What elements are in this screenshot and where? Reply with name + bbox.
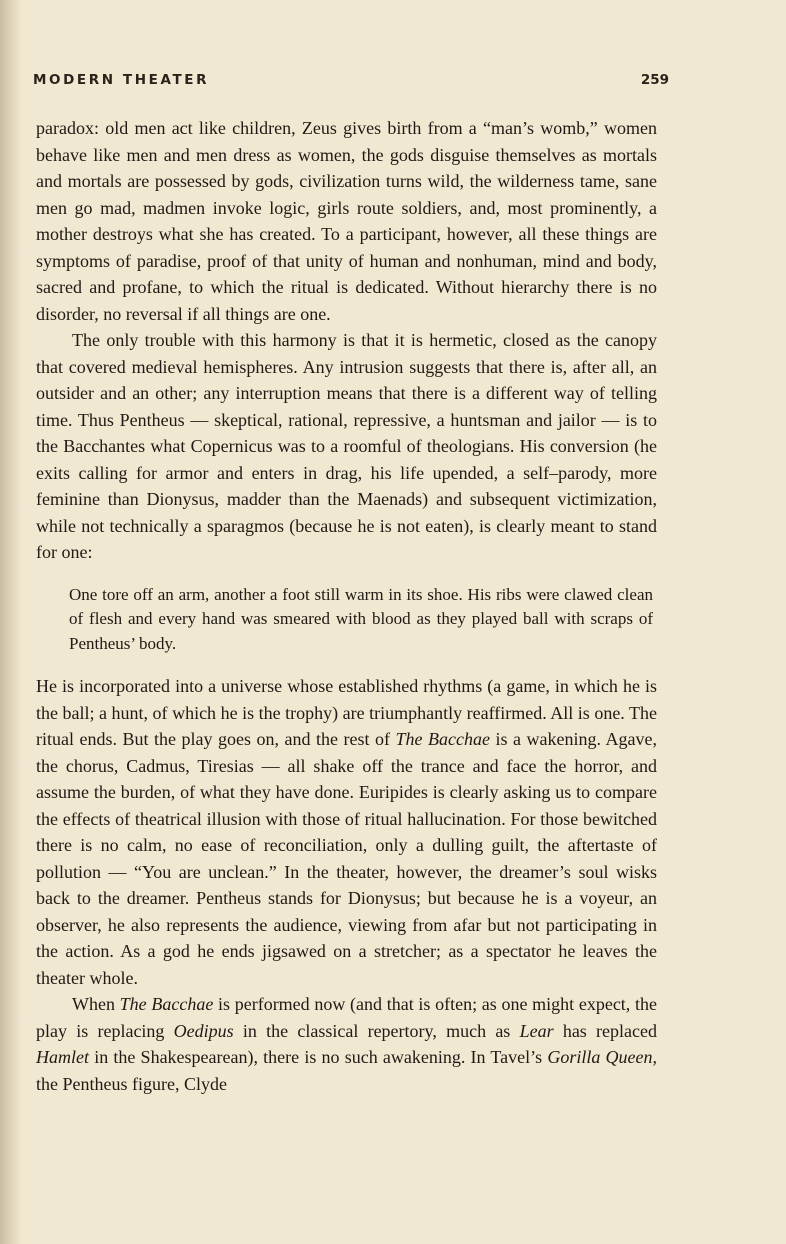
paragraph-4-text-a: When xyxy=(72,994,120,1014)
title-lear: Lear xyxy=(519,1020,554,1041)
page-header xyxy=(33,72,669,92)
title-gorilla-queen: Gorilla Queen, xyxy=(547,1047,657,1067)
running-head: MODERN THEATER xyxy=(33,72,210,88)
paragraph-4-text-b: is performed now (and that is often; as one might expect, the play is replacing xyxy=(36,994,657,1041)
page-number: 259 xyxy=(640,72,669,88)
paragraph-1: paradox: old men act like children, Zeus gives birth from a “man’s womb,” women behave like men and men dress as women, the gods disguise themselves as mortals and mortals are possessed by gods, civilization turns wild, the wilderness tame, sane men go mad, madmen invoke logic, girls route soldiers, and, most prominently, a mother destroys what she has created. To a participant, however, all these things are symptoms of paradise, proof of that unity of human and nonhuman, mind and body, sacred and profane, to which the ritual is dedicated. Without hierarchy there is no disorder, no reversal if all things are one. xyxy=(36,118,657,324)
paragraph-4-text-c: in the classical repertory, much as xyxy=(233,1020,520,1041)
body-text xyxy=(36,115,657,1097)
title-the-bacchae: The Bacchae xyxy=(119,994,214,1014)
block-quote: One tore off an arm, another a foot still warm in its shoe. His ribs were clawed clean of flesh and every hand was smeared with blood as they played ball with scraps of Pentheus’ body. xyxy=(69,584,653,653)
title-hamlet: Hamlet xyxy=(36,1047,89,1067)
paragraph-3-text-a: He is incorporated into a universe whose established rhythms (a game, in which he is the ball; a hunt, of which he is the trophy) are triumphantly reaffirmed. All is one. The ritual ends. But the play goes on, and the rest of xyxy=(36,676,657,749)
title-oedipus: Oedipus xyxy=(173,1020,234,1041)
paragraph-4-text-d: has replaced xyxy=(553,1020,657,1041)
paragraph-4-text-f: the Pentheus figure, Clyde xyxy=(36,1073,227,1094)
paragraph-3 xyxy=(36,673,657,991)
paragraph-2: The only trouble with this harmony is that it is hermetic, closed as the canopy that covered medieval hemispheres. Any intrusion suggests that there is, after all, an outsider and an other; any interruption means that there is a different way of telling time. Thus Pentheus — skeptical, rational, repressive, a huntsman and jailor — is to the Bacchantes what Copernicus was to a roomful of theologians. His conversion (he exits calling for armor and enters in drag, his life upended, a self–parody, more feminine than Dionysus, madder than the Maenads) and subsequent victimization, while not technically a sparagmos (because he is not eaten), is clearly meant to stand for one: xyxy=(36,330,657,562)
paragraph-3-text-b: is a wakening. Agave, the chorus, Cadmus, Tiresias — all shake off the trance and face the horror, and assume the burden, of what they have done. Euripides is clearly asking us to compare the effects of theatrical illusion with those of ritual hallucination. For those bewitched there is no calm, no ease of reconciliation, only a dulling guilt, the aftertaste of pollution — “You are unclean.” In the theater, however, the dreamer’s soul wisks back to the dreamer. Pentheus stands for Dionysus; but because he is a voyeur, an observer, he also represents the audience, viewing from afar but not participating in the action. As a god he ends jigsawed on a stretcher; as a spectator he leaves the theater whole. xyxy=(36,729,657,988)
paragraph-4 xyxy=(36,991,657,1097)
page-gutter-shadow xyxy=(0,0,22,1244)
paragraph-4-text-e: in the Shakespearean), there is no such awakening. In Tavel’s xyxy=(89,1047,548,1067)
title-the-bacchae: The Bacchae xyxy=(395,729,490,749)
